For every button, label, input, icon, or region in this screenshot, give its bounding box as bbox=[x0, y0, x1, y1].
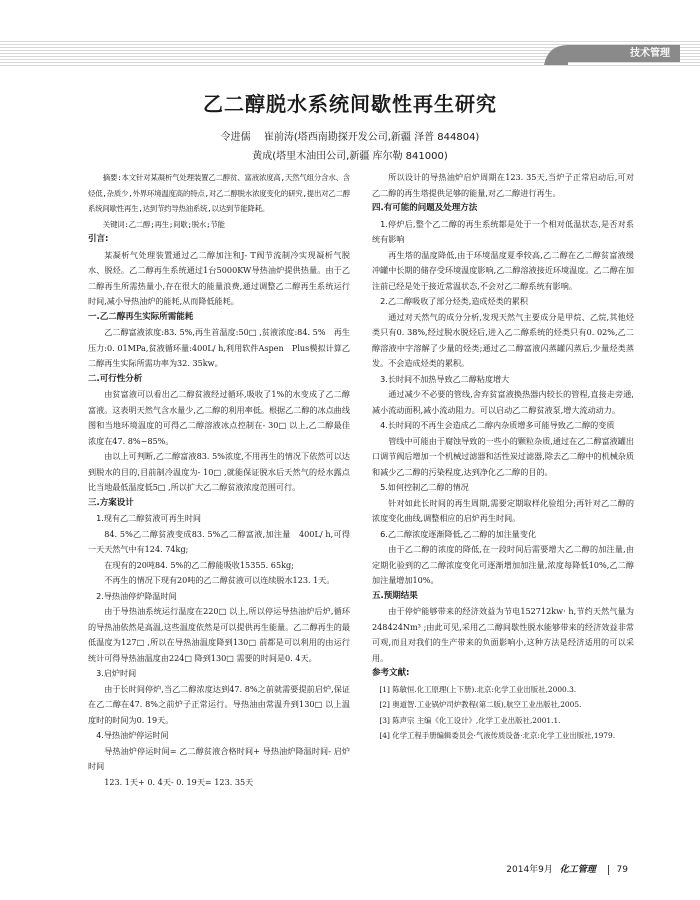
right-paragraph: 四.有可能的问题及处理方法 bbox=[372, 203, 478, 213]
authors-line-1: 令进儒 崔前涛(塔西南勘探开发公司,新疆 泽普 844804) bbox=[220, 132, 480, 143]
right-paragraph: 针对如此长时间的再生周期,需要定期取样化验组分;再针对乙二醇的浓度变化曲线,调整相应的启炉再生时间。 bbox=[372, 497, 634, 523]
footer-divider bbox=[608, 865, 609, 875]
header-curve-decoration bbox=[538, 43, 568, 65]
left-paragraph: 由以上可判断,乙二醇富液83. 5%浓度,不用再生的情况下依然可以达到脱水的目的,目前制冷温度为- 10□ ,就能保证脱水后天然气的烃水露点比当地最低温度低5□ ,所以扩大乙二醇贫液浓度范围可行。 bbox=[88, 451, 350, 492]
left-paragraph: 3.启炉时间 bbox=[96, 668, 137, 678]
left-column bbox=[88, 170, 350, 790]
right-paragraph: 由于乙二醇的浓度的降低,在一段时间后需要增大乙二醇的加注量,由定期化验到的乙二醇浓度变化可逐渐增加加注量,浓度每降低10%,乙二醇加注量增加10%。 bbox=[372, 544, 634, 585]
article-title: 乙二醇脱水系统间歇性再生研究 bbox=[203, 92, 497, 116]
right-paragraph: 1.停炉后,整个乙二醇的再生系统都是处于一个相对低温状态,是否对系统有影响 bbox=[372, 218, 634, 244]
left-paragraph: 二.可行性分析 bbox=[88, 373, 143, 384]
issue-date: 2014年9月 bbox=[506, 865, 553, 875]
page-number: 79 bbox=[616, 865, 628, 875]
right-paragraph: 由于停炉能够带来的经济效益为节电152712kw· h,节约天然气量为248424Nm³ ;由此可见,采用乙二醇间歇性脱水能够带来的经济效益非常可观,而且对我们的生产带来的负面影响小,这种方法是经济适用的可以采用。 bbox=[372, 606, 634, 663]
section-header-band bbox=[0, 40, 700, 66]
authors-line-2: 黄成(塔里木油田公司,新疆 库尔勒 841000) bbox=[252, 151, 448, 162]
right-paragraph: [4] 化学工程手册编辑委员会·气液传质设备·北京:化学工业出版社,1979. bbox=[379, 731, 616, 740]
right-paragraph: 通过减少不必要的管线,舍弃贫富液换热器内较长的管程,直接走旁通,减小流动面积,减小流动阻力。可以启动乙二醇贫液泵,增大流动动力。 bbox=[372, 389, 634, 415]
left-paragraph: 三.方案设计 bbox=[88, 497, 134, 508]
right-paragraph: 参考文献: bbox=[372, 668, 410, 678]
section-label: 技术管理 bbox=[568, 45, 680, 62]
right-paragraph: 所以设计的导热油炉启炉周期在123. 35天,当炉子正常启动后,可对乙二醇的再生塔提供足够的能量,对乙二醇进行再生。 bbox=[372, 172, 634, 198]
right-paragraph: 通过对天然气的成分分析,发现天然气主要成分是甲烷、乙烷,其他烃类只有0. 38%,经过脱水脱烃后,进入乙二醇系统的烃类只有0. 02%,乙二醇溶液中字溶解了少量的烃类;通过乙二醇富液闪蒸罐闪蒸后,少量烃类蒸发。不会造成烃类的累积。 bbox=[372, 311, 634, 368]
right-paragraph: 4.长时间的不再生会造成乙二醇内杂质增多可能导致乙二醇的变质 bbox=[380, 420, 615, 430]
left-paragraph: 在现有的20吨84. 5%的乙二醇能吸收15355. 65kg; bbox=[104, 559, 294, 570]
right-paragraph: 五.预期结果 bbox=[372, 590, 418, 601]
right-paragraph: 5.如何控制乙二醇的情况 bbox=[380, 482, 469, 492]
journal-name: 化工管理 bbox=[559, 865, 596, 875]
right-paragraph: 6.乙二醇浓度逐渐降低,乙二醇的加注量变化 bbox=[380, 528, 537, 539]
right-paragraph: [2] 奥道智.工业锅炉司炉教程(第二版),航空工业出版社,2005. bbox=[379, 700, 582, 709]
left-paragraph: 引言: bbox=[88, 234, 109, 244]
right-column bbox=[372, 170, 634, 744]
left-paragraph: 乙二醇富液浓度:83. 5%,再生首温度:50□ ,贫液浓度:84. 5% 再生压力:0. 01MPa,贫液循环量:400L/ h,利用软件Aspen Plus模拟计算乙二醇再生实际所需功率为32. 35kw。 bbox=[88, 327, 350, 368]
page-footer bbox=[506, 862, 628, 875]
left-paragraph: 某凝析气处理装置通过乙二醇加注和J- T阀节流制冷实现凝析气脱水、脱烃。乙二醇再生系统通过1台5000KW导热油炉提供热量。由于乙二醇再生所需热量小,存在很大的能量浪费,通过调整乙二醇再生系统运行时间,减小导热油炉的能耗,从而降低能耗。 bbox=[88, 249, 350, 306]
left-paragraph: 摘要:本文针对某凝析气处理装置乙二醇贫、富液浓度高,天然气组分含水、含烃低,杂质少,外界环境温度高的特点,对乙二醇脱水浓度变化的研究,提出对乙二醇系统间歇性再生,达到节约导热油系统,以达到节能降耗。 bbox=[88, 173, 350, 213]
left-paragraph: 关键词:乙二醇;再生;间歇;脱水;节能 bbox=[102, 219, 225, 229]
right-paragraph: [3] 陈声宗 主编《化工设计》,化学工业出版社,2001.1. bbox=[379, 715, 561, 725]
right-paragraph: 3.长时间不加热导致乙二醇粘度增大 bbox=[380, 373, 510, 384]
right-paragraph: 管线中可能由于腐蚀导致的一些小的颗粒杂质,通过在乙二醇富液罐出口调节阀后增加一个机械过滤器和活性炭过滤器,除去乙二醇中的机械杂质和减少乙二醇的污染程度,达到净化乙二醇的目的。 bbox=[372, 435, 634, 477]
left-paragraph: 2.导热油停炉降温时间 bbox=[96, 590, 177, 601]
left-paragraph: 由于长时间停炉,当乙二醇浓度达到47. 8%之前就需要提前启炉,保证在乙二醇在47. 8%之前炉子正常运行。导热油由常温升到130□ 以上温度时的时间为0. 19天。 bbox=[88, 683, 350, 725]
right-paragraph: [1] 陈敏恒.化工原理(上下册).北京:化学工业出版社,2000.3. bbox=[379, 684, 577, 694]
left-paragraph: 1.现有乙二醇贫液可再生时间 bbox=[96, 513, 201, 523]
left-paragraph: 4.导热油炉停运时间 bbox=[96, 730, 169, 740]
left-paragraph: 由贫富液可以看出乙二醇贫液经过循环,吸收了1%的水变成了乙二醇富液。这表明天然气含水量少,乙二醇的利用率低。根据乙二醇的冰点曲线图和当地环境温度的可得乙二醇溶液冰点控制在- 30□ 以上,乙二醇最佳浓度在47. 8%~85%。 bbox=[88, 389, 350, 446]
left-paragraph: 一.乙二醇再生实际所需能耗 bbox=[88, 311, 194, 322]
right-paragraph: 2.乙二醇吸收了部分烃类,造成烃类的累积 bbox=[380, 296, 528, 306]
left-paragraph: 不再生的情况下现有20吨的乙二醇贫液可以连续脱水123. 1天。 bbox=[104, 575, 335, 585]
right-paragraph: 再生塔的温度降低,由于环境温度夏季较高,乙二醇在乙二醇贫富液缓冲罐中长期的储存受环境温度影响,乙二醇溶液接近环境温度。乙二醇在加注前已经是处于接近常温状态,不会对乙二醇系统有影响。 bbox=[372, 249, 634, 291]
left-paragraph: 导热油炉停运时间= 乙二醇贫液合格时间+ 导热油炉降温时间- 启炉时间 bbox=[88, 745, 350, 771]
left-paragraph: 123. 1天+ 0. 4天- 0. 19天= 123. 35天 bbox=[104, 776, 254, 787]
left-paragraph: 84. 5%乙二醇贫液变成83. 5%乙二醇富液,加注量 400L/ h,可得一天天然气中有124. 74kg; bbox=[88, 528, 350, 554]
left-paragraph: 由于导热油系统运行温度在220□ 以上,所以停运导热油炉后炉,循环的导热油依然是高温,这些温度依然是可以提供再生能量。乙二醇再生的最低温度为127□ ,所以在导热油温度降到130□ 前都是可以利用的由运行统计可得导热油温度由224□ 降到130□ 需要的时间是0. 4天。 bbox=[88, 606, 350, 663]
